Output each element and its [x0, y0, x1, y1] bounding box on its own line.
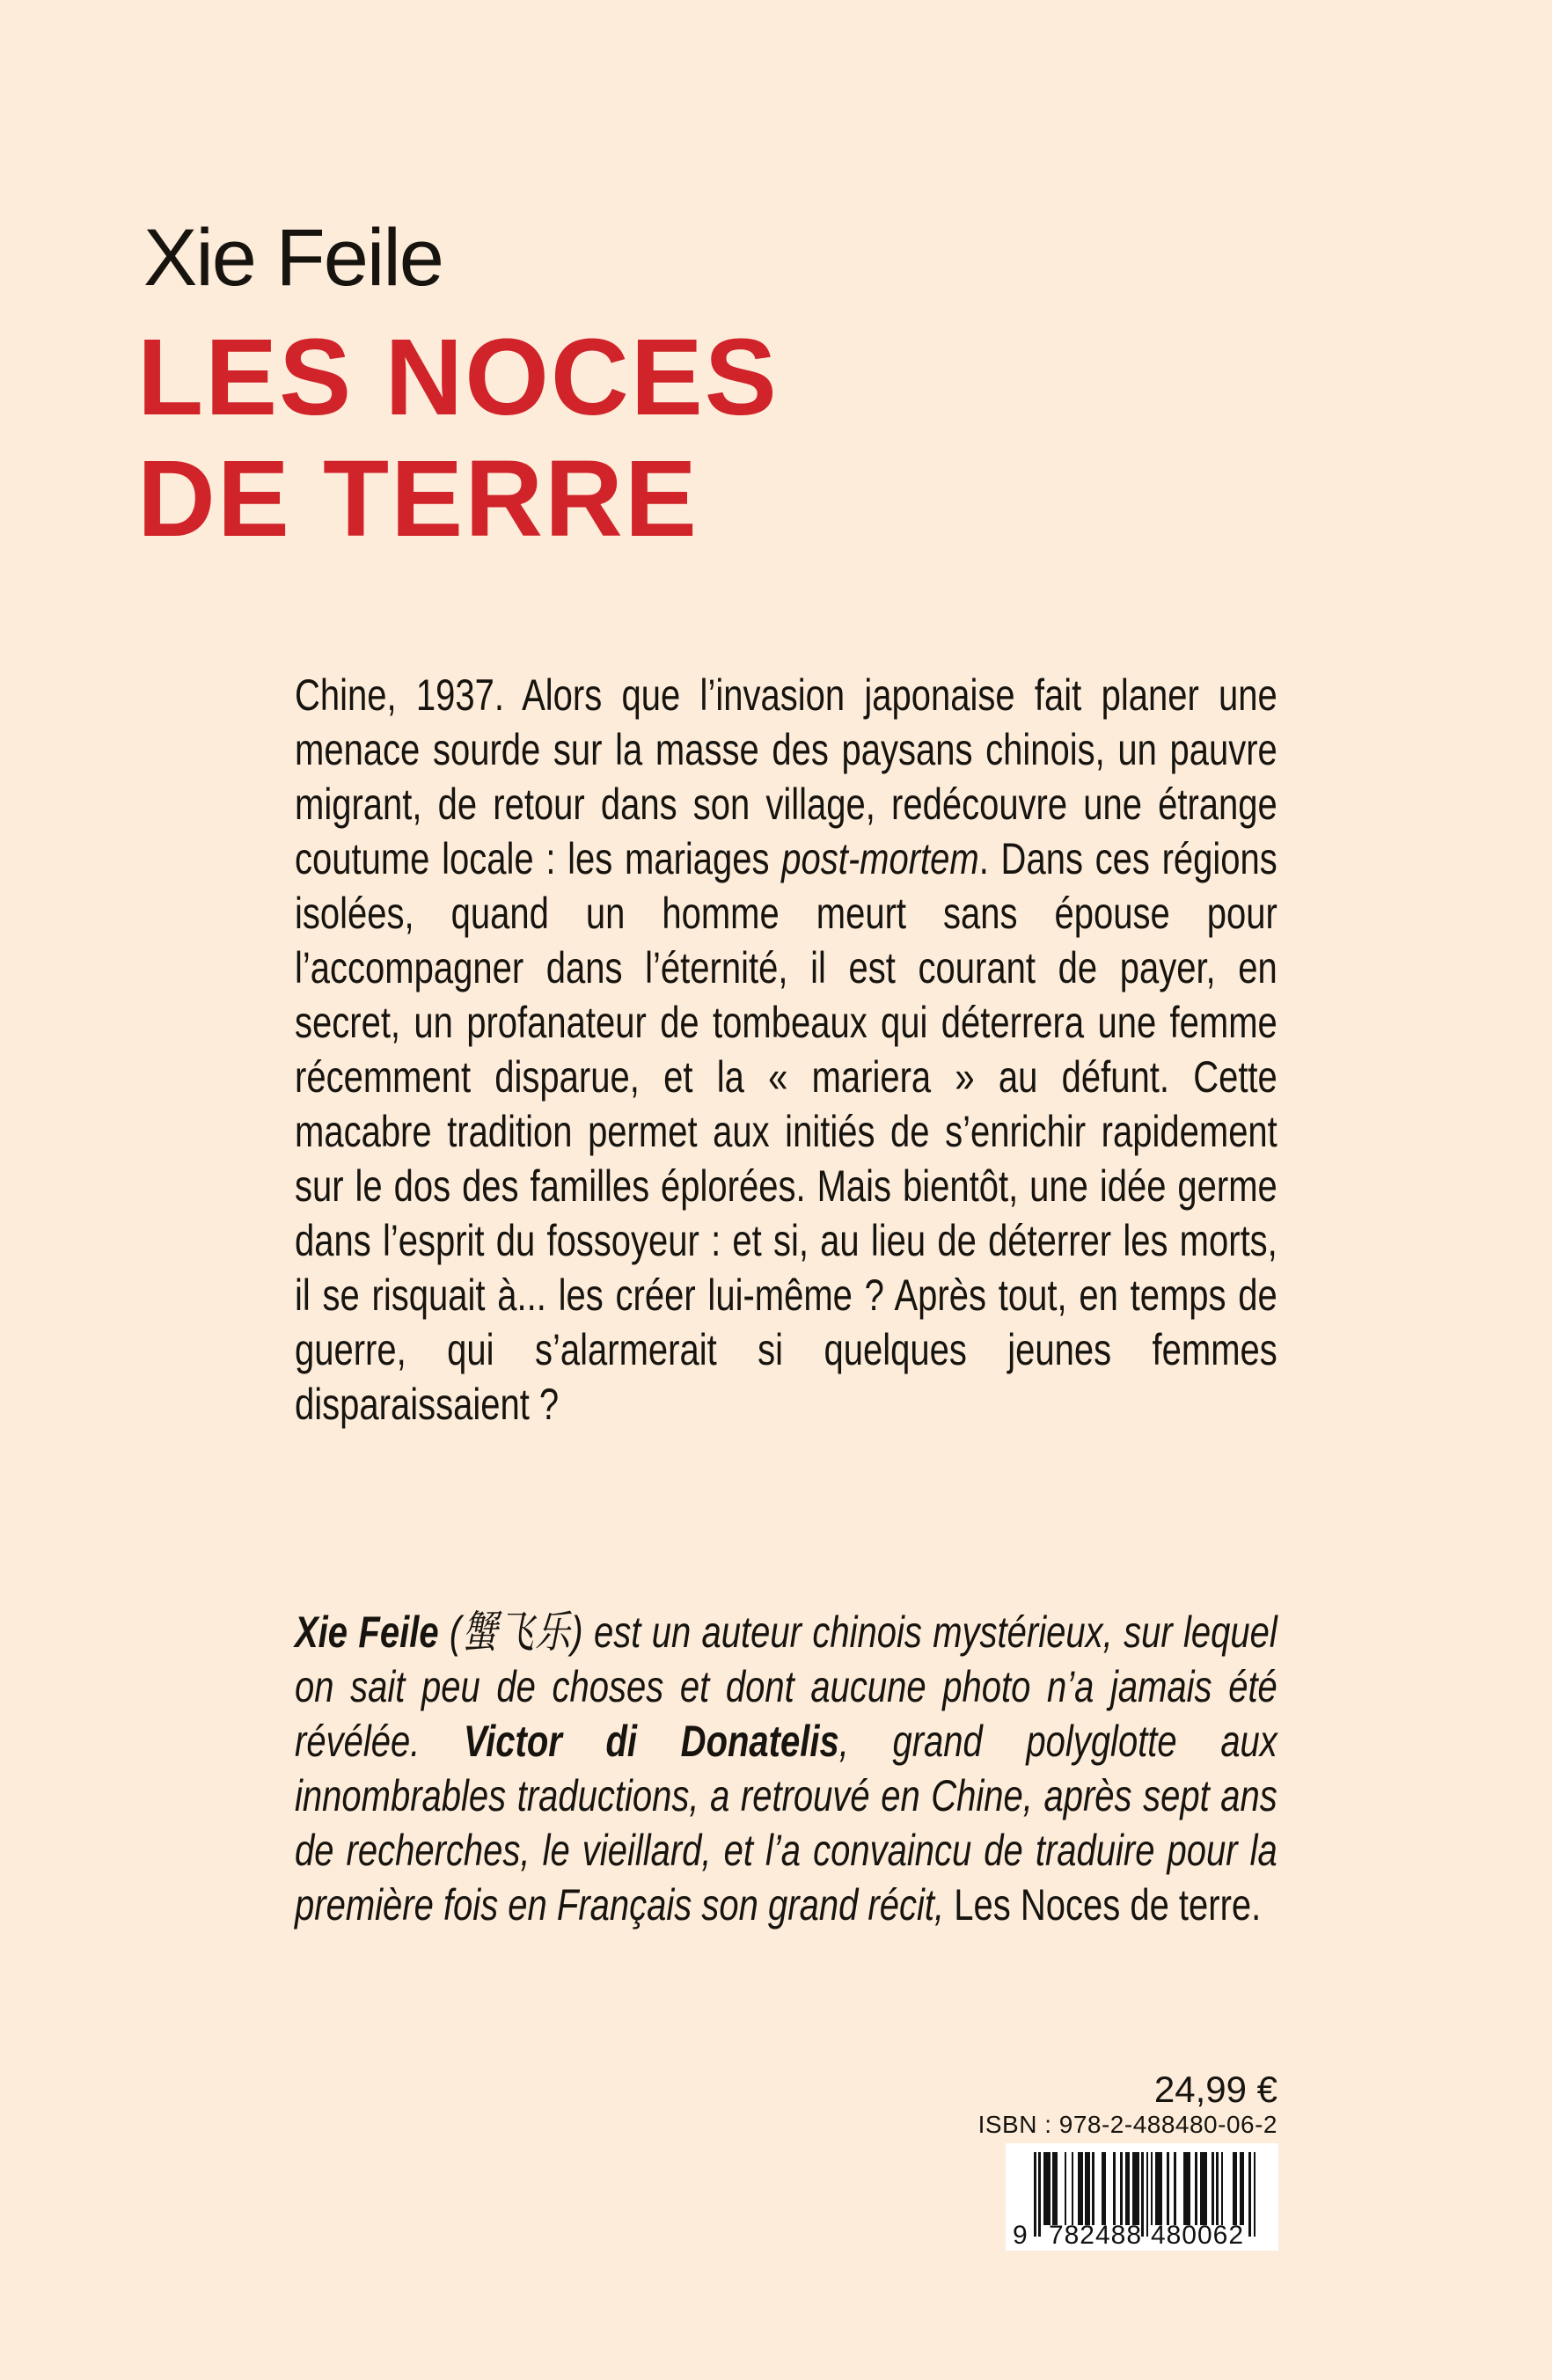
- barcode-digit-lead: 9: [1013, 2221, 1028, 2250]
- text-segment: Les Noces de terre.: [954, 1880, 1262, 1930]
- book-title: [137, 318, 779, 560]
- text-segment: (蟹飞乐) est un auteur chinois mystérieux, sur lequel on sait peu de choses et dont aucune photo n’a jamais été révélée.: [295, 1607, 1277, 1766]
- barcode-digits-left: 782488: [1048, 2221, 1143, 2250]
- author-bio-paragraph: [295, 1605, 1277, 1932]
- synopsis-paragraph: [295, 668, 1277, 1432]
- barcode-digits-right: 480062: [1150, 2221, 1245, 2250]
- book-title-line1: LES NOCES: [137, 318, 779, 438]
- text-segment: post-mortem: [781, 834, 979, 883]
- price-label: 24,99 €: [1153, 2069, 1277, 2110]
- text-segment: , grand polyglotte aux innombrables traductions, a retrouvé en Chine, après sept ans de recherches, le vieillard, et l’a convaincu de traduire pour la première fois en Français son grand récit,: [295, 1717, 1277, 1930]
- text-segment: Chine, 1937. Alors que l’invasion japonaise fait planer une menace sourde sur la masse des paysans chinois, un pauvre migrant, de retour dans son village, redécouvre une étrange coutume locale : les mariages: [295, 670, 1277, 883]
- text-segment: . Dans ces régions isolées, quand un homme meurt sans épouse pour l’accompagner dans l’éternité, il est courant de payer, en secret, un profanateur de tombeaux qui déterrera une femme récemment disparue, et la « mariera » au défunt. Cette macabre tradition permet aux initiés de s’enrichir rapidement sur le dos des familles éplorées. Mais bientôt, une idée germe dans l’esprit du fossoyeur : et si, au lieu de déterrer les morts, il se risquait à... les créer lui-même ? Après tout, en temps de guerre, qui s’alarmerait si quelques jeunes femmes disparaissaient ?: [295, 834, 1277, 1429]
- author-name: Xie Feile: [143, 213, 443, 303]
- barcode: [1006, 2143, 1278, 2251]
- barcode-digits: [1006, 2221, 1278, 2251]
- book-title-line2: DE TERRE: [137, 439, 699, 560]
- text-segment: Victor di Donatelis: [463, 1717, 839, 1766]
- isbn-label: ISBN : 978-2-488480-06-2: [977, 2111, 1277, 2138]
- text-segment: Xie Feile: [295, 1607, 439, 1657]
